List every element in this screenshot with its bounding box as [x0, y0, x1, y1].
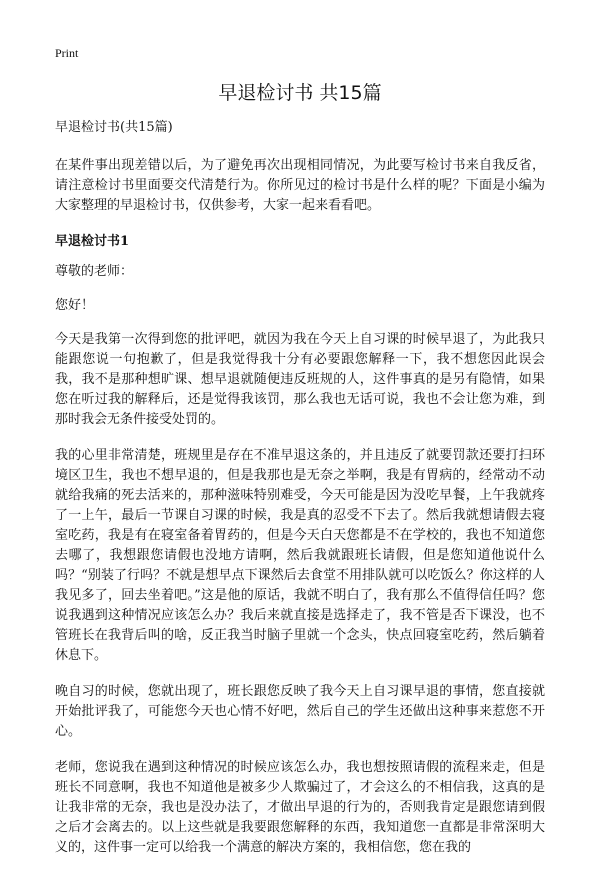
- body-paragraph-4: 老师，您说我在遇到这种情况的时候应该怎么办，我也想按照请假的流程来走，但是班长不同意啊，我也不知道他是被多少人欺骗过了，才会这么的不相信我，这真的是让我非常的无奈，我也是没办法了，才做出早退的行为的，否则我肯定是跟您请到假之后才会离去的。以上这些就是我要跟您解释的东西，我知道您一直都是非常深明大义的，这件事一定可以给我一个满意的解决方案的，我相信您，您在我的: [55, 760, 545, 855]
- print-label: Print: [55, 46, 79, 60]
- body-paragraph-1: 今天是我第一次得到您的批评吧，就因为我在今天上自习课的时候早退了，为此我只能跟您说一句抱歉了，但是我觉得我十分有必要跟您解释一下，我不想您因此误会我，我不是那种想旷课、想早退就随便违反班规的人，这件事真的是另有隐情，如果您在听过我的解释后，还是觉得我该罚，那么我也无话可说，我也不会让您为难，到那时我会无条件接受处罚的。: [55, 332, 545, 427]
- greeting: 您好！: [55, 298, 95, 313]
- document-title: 早退检讨书 共15篇: [218, 82, 382, 104]
- section-heading: 早退检讨书1: [55, 234, 130, 249]
- salutation: 尊敬的老师：: [55, 264, 134, 279]
- document-body: [55, 118, 545, 874]
- document-subtitle: 早退检讨书(共15篇): [55, 120, 173, 135]
- body-paragraph-2: 我的心里非常清楚，班规里是存在不准早退这条的，并且违反了就要罚款还要打扫环境区卫生，我也不想早退的，但是我那也是无奈之举啊，我是有胃病的，经常动不动就给我痛的死去活来的，那种滋味特别难受，今天可能是因为没吃早餐，上午我就疼了一上午，最后一节课自习课的时候，我是真的忍受不下去了。然后我就想请假去寝室吃药，我是有在寝室备着胃药的，但是今天白天您都是不在学校的，我也不知道您去哪了，我想跟您请假也没地方请啊，然后我就跟班长请假，但是您知道他说什么吗？“别装了行吗？不就是想早点下课然后去食堂不用排队就可以吃饭么？你这样的人我见多了，回去坐着吧。”这是他的原话，我就不明白了，我有那么不值得信任吗？您说我遇到这种情况应该怎么办？我后来就直接是选择走了，我不管是否下课没，也不管班长在我背后叫的啥，反正我当时脑子里就一个念头，快点回寝室吃药，然后躺着休息下。: [55, 448, 545, 663]
- intro-paragraph: 在某件事出现差错以后，为了避免再次出现相同情况，为此要写检讨书来自我反省，请注意检讨书里面要交代清楚行为。你所见过的检讨书是什么样的呢？下面是小编为大家整理的早退检讨书，仅供参考，大家一起来看看吧。: [55, 158, 545, 213]
- body-paragraph-3: 晚自习的时候，您就出现了，班长跟您反映了我今天上自习课早退的事情，您直接就开始批评我了，可能您今天也心情不好吧，然后自己的学生还做出这种事来惹您不开心。: [55, 684, 545, 739]
